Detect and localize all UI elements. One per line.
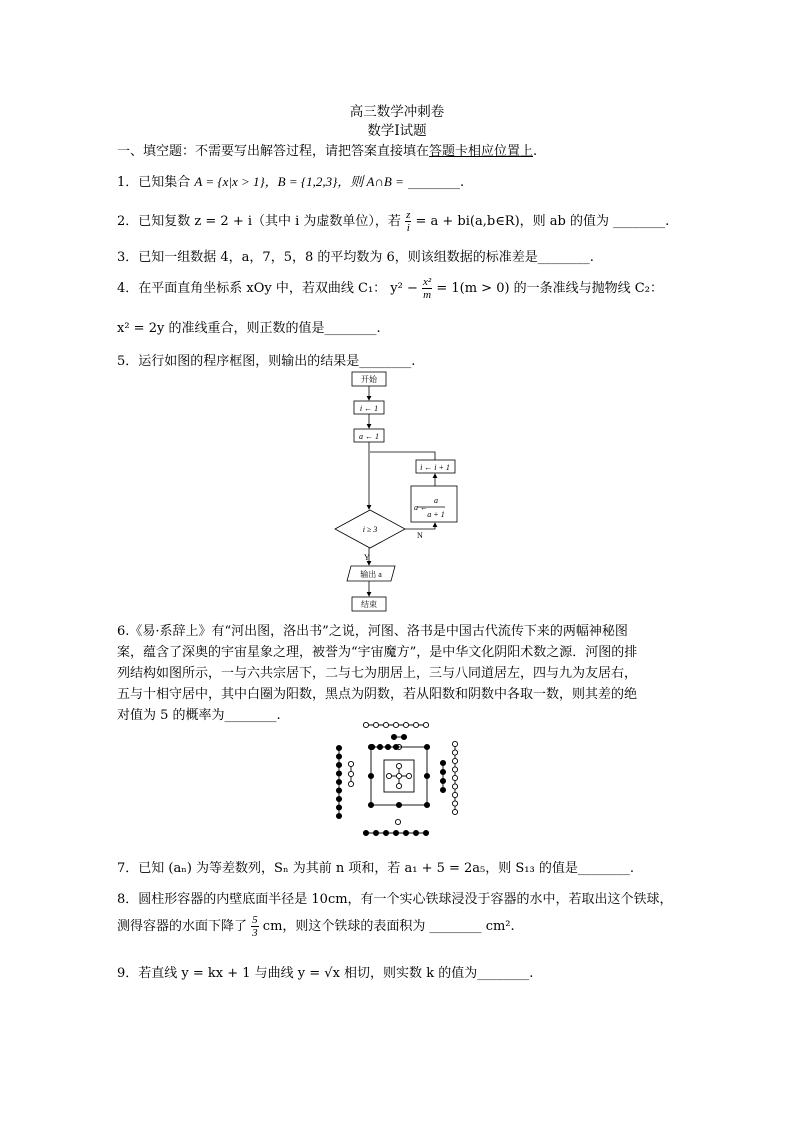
flowchart (325, 368, 465, 618)
yin-dot (424, 744, 429, 749)
q9-text: 9．若直线 y = kx + 1 与曲线 y = √x 相切，则实数 k 的值为 (117, 966, 478, 981)
yang-dot (452, 784, 457, 789)
yin-dot (440, 760, 445, 765)
q8-text-c: cm². (485, 919, 515, 934)
q8-frac-den: 3 (252, 927, 258, 939)
q1-label: 1．已知集合 (117, 175, 191, 190)
q2-fraction (405, 209, 411, 234)
yang-dot (452, 741, 457, 746)
yin-dot (368, 773, 373, 778)
q1-blank: ________ (407, 175, 460, 190)
q1-text: A = {x|x > 1}，B = {1,2,3}，则 A∩B = (194, 174, 404, 189)
yang-dot (406, 773, 411, 778)
question-3 (117, 246, 594, 265)
yin-dot (403, 830, 408, 835)
flow-condition-text: i ≥ 3 (362, 525, 378, 534)
question-7 (117, 857, 634, 876)
q4-end: . (376, 321, 381, 336)
yin-dot (396, 802, 401, 807)
yang-dot (386, 773, 391, 778)
yin-dot (383, 830, 388, 835)
flow-yes-label: Y (364, 553, 370, 562)
section-heading (117, 140, 537, 159)
q2-frac-den: i (406, 222, 410, 234)
page-title: 高三数学冲刺卷 (349, 104, 445, 120)
yin-dot (424, 802, 429, 807)
yin-dot (440, 778, 445, 783)
q7-blank: ________ (577, 861, 630, 876)
flow-assign-a-lhs: a ← (414, 503, 428, 512)
flow-assign-a-num: a (434, 496, 438, 505)
q4-frac-den: m (423, 289, 432, 301)
yin-dot (336, 779, 341, 784)
yin-dot (336, 762, 341, 767)
q8-text-a: 测得容器的水面下降了 (117, 919, 248, 934)
question-4-line2 (117, 317, 381, 336)
yang-dot (452, 775, 457, 780)
yang-dot (452, 758, 457, 763)
flow-no-label: N (417, 531, 423, 540)
question-2 (117, 209, 669, 234)
yang-dot (452, 792, 457, 797)
yin-dot (336, 771, 341, 776)
yin-dot (368, 744, 373, 749)
flow-output-text: 输出 a (360, 570, 382, 579)
yang-dot (395, 819, 400, 824)
yang-dot (363, 722, 368, 727)
yin-dot (423, 830, 428, 835)
q6-last: 对值为 5 的概率为 (117, 708, 225, 723)
q5-blank: ________ (359, 354, 412, 369)
yang-dot (396, 773, 401, 778)
yang-dot (452, 801, 457, 806)
flow-end-text: 结束 (361, 600, 377, 609)
flow-init-i-text: i ← 1 (359, 404, 379, 413)
yang-dot (348, 771, 353, 776)
yang-dot (396, 783, 401, 788)
q6-line-4: 五与十相守居中，其中白圈为阳数，黑点为阴数，若从阳数和阴数中各取一数，则其差的绝 (117, 687, 638, 702)
flow-inc-i-text: i ← i + 1 (420, 463, 450, 472)
q8-frac-num: 5 (252, 914, 258, 926)
yin-dot (336, 754, 341, 759)
q2-text-b: = a + bi(a,b∈R)，则 ab 的值为 (415, 214, 610, 229)
question-5 (117, 350, 415, 369)
q4-line2: x² = 2y 的准线重合，则正数的值是 (117, 321, 325, 336)
q6-line-1: 6.《易·系辞上》有“河出图，洛出书”之说，河图、洛书是中国古代流传下来的两幅神秘图 (117, 624, 628, 639)
yin-dot (363, 830, 368, 835)
q9-end: . (529, 966, 534, 981)
q8-text-b: cm，则这个铁球的表面积为 (262, 919, 426, 934)
q2-label: 2．已知复数 (117, 214, 191, 229)
q9-blank: ________ (477, 966, 530, 981)
yin-dot (401, 734, 406, 739)
q4-text-a: 4．在平面直角坐标系 xOy 中，若双曲线 C₁： y² − (117, 281, 418, 296)
q4-text-b: = 1(m > 0) 的一条准线与抛物线 C₂： (436, 281, 663, 296)
q2-blank: ________ (613, 214, 666, 229)
yin-dot (336, 788, 341, 793)
yin-dot (336, 796, 341, 801)
q3-text: 3．已知一组数据 4，a，7，5，8 的平均数为 6，则该组数据的标准差是 (117, 250, 538, 265)
q1-end: . (459, 175, 465, 190)
q2-frac-num: z (406, 209, 411, 221)
q5-end: . (411, 354, 416, 369)
yin-dot (391, 734, 396, 739)
yang-dot (396, 763, 401, 768)
flow-init-a-text: a ← 1 (359, 432, 379, 441)
yin-dot (413, 830, 418, 835)
q8-blank: ________ (429, 919, 482, 934)
section-underlined: 答题卡相应位置上 (429, 144, 534, 159)
question-9 (117, 962, 533, 981)
yang-dot (348, 761, 353, 766)
q6-blank: ________ (224, 708, 277, 723)
yin-dot (336, 813, 341, 818)
q4-frac-num: x² (423, 276, 432, 288)
q4-fraction (422, 276, 432, 301)
q3-end: . (589, 250, 594, 265)
q6-line-2: 案，蕴含了深奥的宇宙星象之理，被誉为“宇宙魔方”，是中华文化阴阳术数之源．河图的排 (117, 645, 638, 660)
q6-line-5 (117, 704, 281, 723)
yang-dot (413, 722, 418, 727)
q2-end: . (665, 214, 670, 229)
yang-dot (403, 722, 408, 727)
q6-end: . (276, 708, 281, 723)
yin-dot (336, 805, 341, 810)
yang-dot (348, 781, 353, 786)
question-1 (117, 171, 464, 190)
q3-blank: ________ (537, 250, 590, 265)
yin-dot (336, 745, 341, 750)
q7-text: 7．已知 (aₙ) 为等差数列，Sₙ 为其前 n 项和，若 a₁ + 5 = 2a₅，则 S₁₃ 的值是 (117, 861, 578, 876)
q2-text-a: z = 2 + i（其中 i 为虚数单位），若 (194, 214, 401, 229)
question-4 (117, 276, 663, 301)
yang-dot (452, 809, 457, 814)
yang-dot (383, 722, 388, 727)
q7-end: . (629, 861, 634, 876)
question-8-line2 (117, 914, 515, 939)
section-suffix: . (533, 144, 538, 159)
q5-text: 5．运行如图的程序框图，则输出的结果是 (117, 354, 360, 369)
yang-dot (373, 722, 378, 727)
section-prefix: 一、填空题：不需要写出解答过程，请把答案直接填在 (117, 144, 430, 159)
yin-dot (373, 830, 378, 835)
yin-dot (393, 830, 398, 835)
yin-dot (440, 769, 445, 774)
q8-fraction (251, 914, 259, 939)
hetu-diagram (332, 718, 462, 843)
yang-dot (452, 750, 457, 755)
yin-dot (424, 773, 429, 778)
yang-dot (452, 767, 457, 772)
yin-dot (440, 787, 445, 792)
yang-dot (423, 722, 428, 727)
yang-dot (393, 722, 398, 727)
flow-assign-a-den: a + 1 (427, 510, 445, 519)
page-subtitle: 数学Ⅰ试题 (367, 123, 427, 139)
q4-blank: ________ (324, 321, 377, 336)
yin-dot (368, 802, 373, 807)
flow-start-text: 开始 (361, 375, 377, 384)
q6-line-3: 列结构如图所示，一与六共宗居下，二与七为朋居上，三与八同道居左，四与九为友居右， (117, 666, 638, 681)
question-8-line1: 8．圆柱形容器的内壁底面半径是 10cm，有一个实心铁球浸没于容器的水中，若取出这个铁球， (117, 892, 673, 907)
